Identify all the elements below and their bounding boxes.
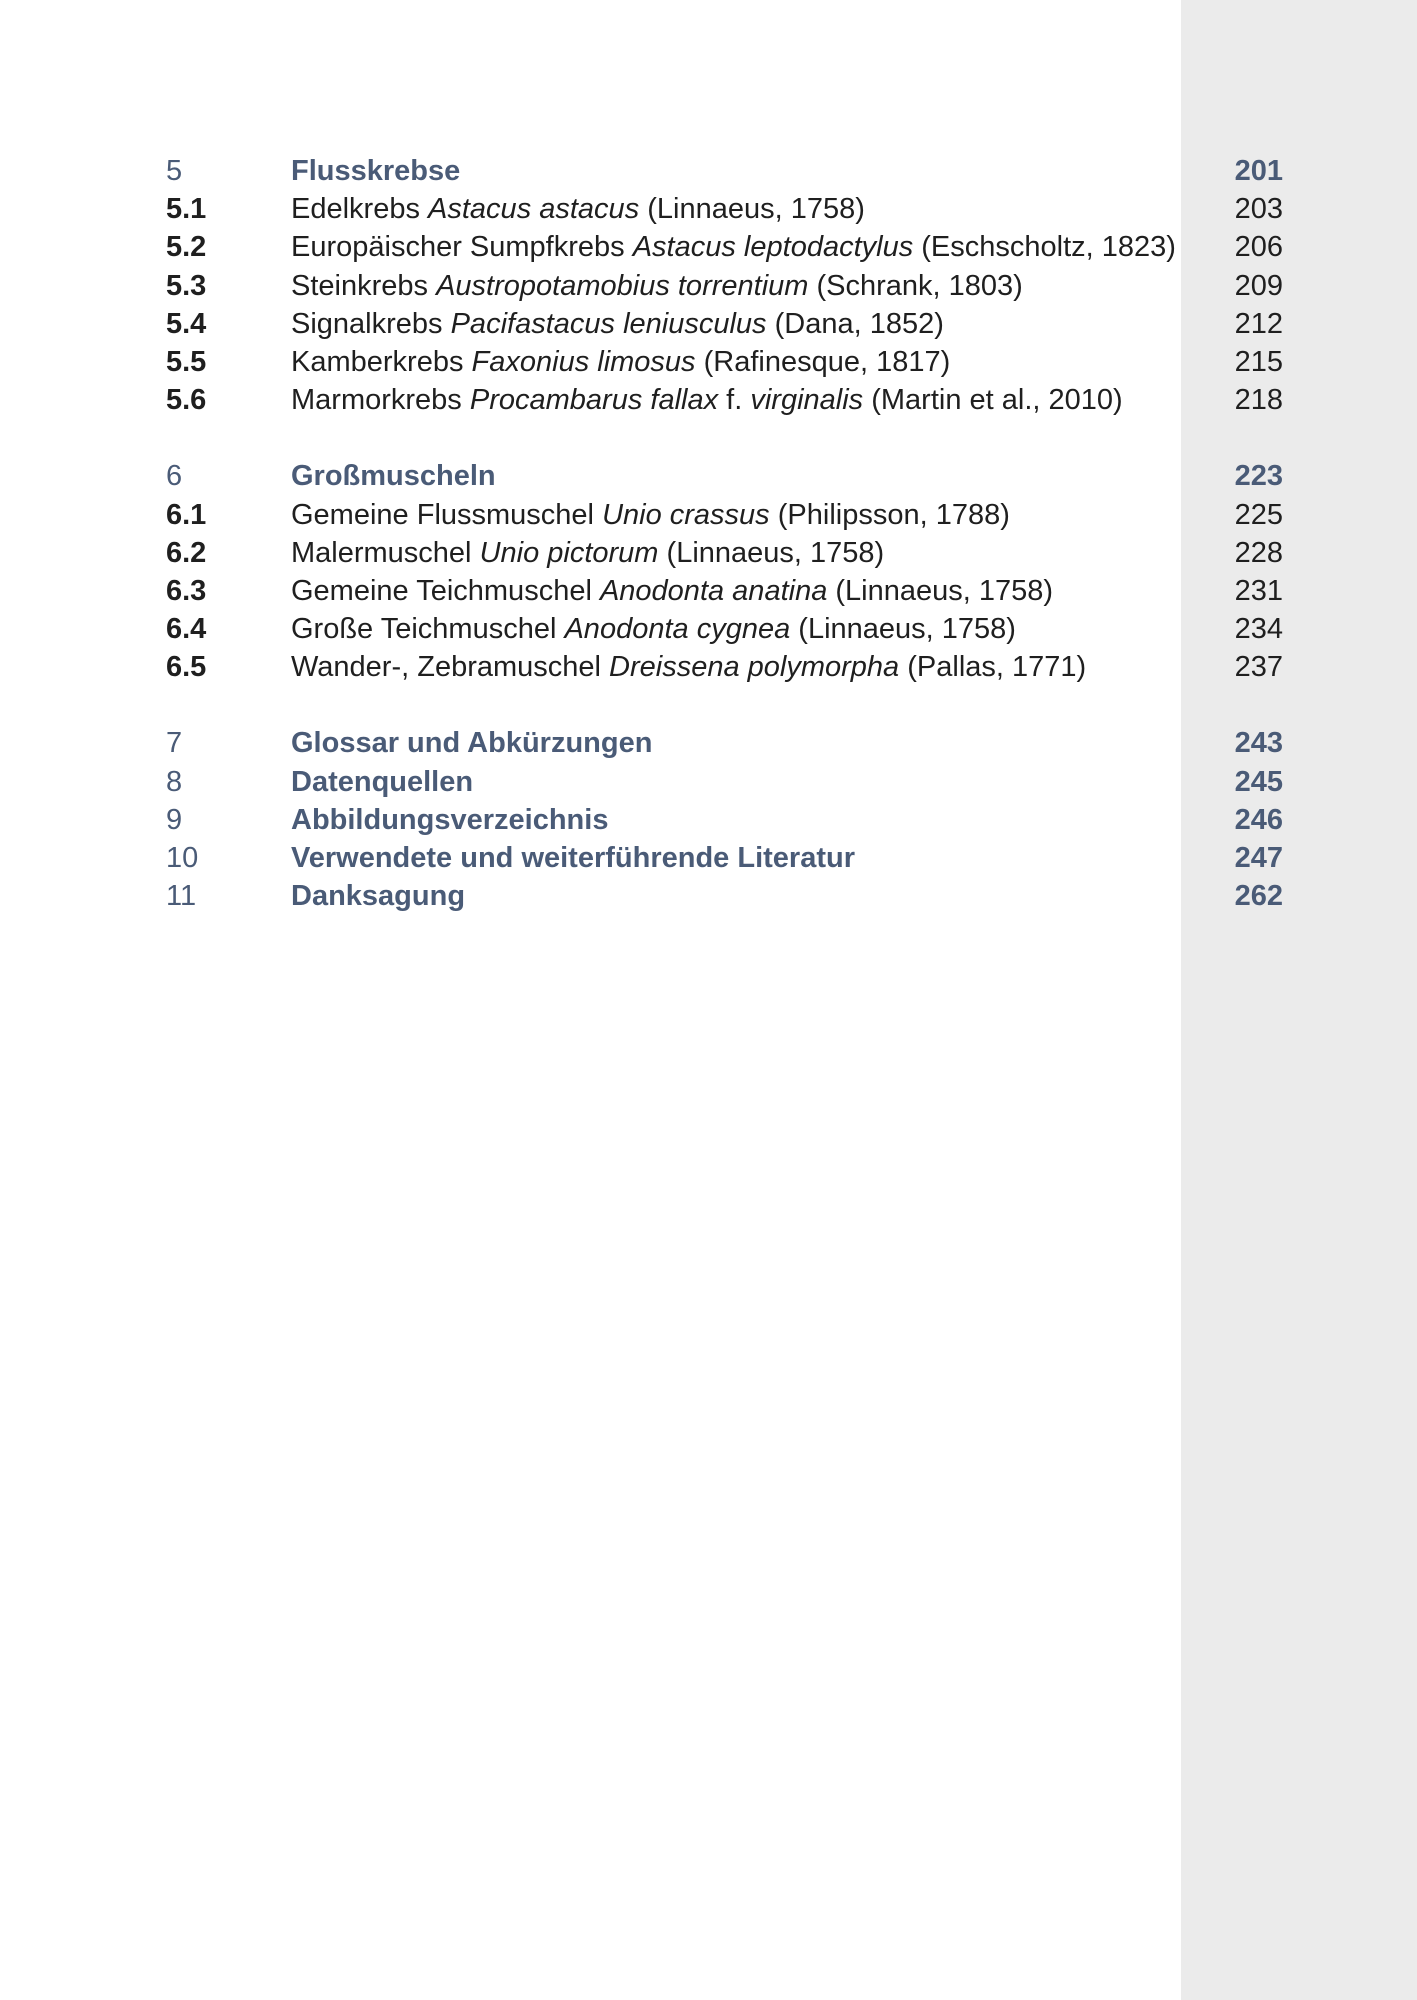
- scientific-name: Unio pictorum: [479, 536, 659, 569]
- taxon-form-marker: f.: [726, 384, 743, 417]
- toc-number: 6.4: [166, 613, 207, 646]
- author-year: (Linnaeus, 1758): [798, 613, 1016, 646]
- toc-title: [291, 228, 1213, 266]
- common-name: Edelkrebs: [291, 193, 420, 226]
- toc-page: 237: [1234, 651, 1283, 684]
- toc-number: 9: [166, 803, 183, 836]
- toc-page: 212: [1234, 307, 1283, 340]
- common-name: Wander-, Zebramuschel: [291, 651, 601, 684]
- toc-title: [291, 648, 1213, 686]
- scientific-name: Procambarus fallax: [469, 384, 719, 417]
- scientific-name: Pacifastacus leniusculus: [450, 307, 767, 340]
- toc-number: 8: [166, 765, 183, 798]
- toc-page: 218: [1234, 384, 1283, 417]
- scientific-name: Astacus astacus: [428, 193, 640, 226]
- toc-page: 245: [1234, 765, 1283, 798]
- toc-number: 6.1: [166, 498, 207, 531]
- toc-number: 5: [166, 155, 183, 187]
- toc-title: Datenquellen: [291, 765, 474, 798]
- toc-number: 10: [166, 842, 199, 874]
- toc-group-back-matter: [166, 724, 1283, 915]
- scientific-name: Anodonta cygnea: [564, 613, 791, 646]
- toc-number: 5.4: [166, 307, 207, 340]
- toc-entry-5-6[interactable]: [166, 381, 1283, 419]
- toc-title: [291, 190, 1213, 228]
- toc-title: Danksagung: [291, 880, 466, 913]
- common-name: Kamberkrebs: [291, 345, 464, 378]
- table-of-contents: [166, 152, 1283, 953]
- toc-page: 209: [1234, 269, 1283, 302]
- toc-page: 243: [1234, 727, 1283, 760]
- author-year: (Martin et al., 2010): [871, 384, 1123, 417]
- toc-page: 231: [1234, 574, 1283, 607]
- author-year: (Dana, 1852): [774, 307, 944, 340]
- toc-title: [291, 305, 1213, 343]
- toc-title: [291, 343, 1213, 381]
- common-name: Marmorkrebs: [291, 384, 462, 417]
- toc-entry-5-2[interactable]: [166, 228, 1283, 266]
- toc-page: 203: [1234, 193, 1283, 226]
- toc-entry-5-1[interactable]: [166, 190, 1283, 228]
- toc-number: 5.5: [166, 345, 207, 378]
- toc-chapter-5[interactable]: [166, 152, 1283, 190]
- author-year: (Pallas, 1771): [907, 651, 1087, 684]
- toc-number: 7: [166, 727, 183, 760]
- scientific-name: Faxonius limosus: [471, 345, 696, 378]
- author-year: (Linnaeus, 1758): [835, 574, 1054, 607]
- common-name: Große Teichmuschel: [291, 613, 557, 646]
- toc-page: 215: [1234, 345, 1283, 378]
- toc-chapter-9[interactable]: [166, 801, 1283, 839]
- toc-entry-5-5[interactable]: [166, 343, 1283, 381]
- toc-title: [291, 534, 1213, 572]
- toc-group-grossmuscheln: [166, 457, 1283, 686]
- toc-entry-5-3[interactable]: [166, 267, 1283, 305]
- toc-entry-6-3[interactable]: [166, 572, 1283, 610]
- toc-chapter-8[interactable]: [166, 763, 1283, 801]
- toc-number: 5.2: [166, 231, 207, 264]
- toc-entry-6-1[interactable]: [166, 496, 1283, 534]
- toc-group-flusskrebse: [166, 152, 1283, 419]
- toc-number: 6.5: [166, 651, 207, 684]
- toc-page: 262: [1234, 880, 1283, 913]
- author-year: (Eschscholtz, 1823): [921, 231, 1176, 264]
- toc-title: [291, 572, 1213, 610]
- toc-entry-6-2[interactable]: [166, 534, 1283, 572]
- common-name: Europäischer Sumpfkrebs: [291, 231, 625, 264]
- common-name: Gemeine Teichmuschel: [291, 574, 592, 607]
- scientific-name: Unio crassus: [602, 498, 770, 531]
- toc-number: 5.1: [166, 193, 207, 226]
- toc-number: 6: [166, 460, 183, 493]
- toc-number: 6.3: [166, 574, 207, 607]
- common-name: Gemeine Flussmuschel: [291, 498, 594, 531]
- toc-page: 247: [1234, 842, 1283, 874]
- scientific-name: Austropotamobius torrentium: [436, 269, 809, 302]
- toc-page: 201: [1234, 155, 1283, 187]
- toc-page: 225: [1234, 498, 1283, 531]
- toc-chapter-10[interactable]: [166, 839, 1283, 877]
- toc-number: 11: [166, 880, 197, 913]
- toc-page: 228: [1234, 536, 1283, 569]
- toc-entry-6-4[interactable]: [166, 610, 1283, 648]
- author-year: (Linnaeus, 1758): [666, 536, 885, 569]
- toc-title: [291, 610, 1213, 648]
- toc-title: [291, 496, 1213, 534]
- author-year: (Linnaeus, 1758): [647, 193, 865, 226]
- scientific-name: Anodonta anatina: [599, 574, 828, 607]
- toc-page: 234: [1234, 613, 1283, 646]
- scientific-name: Dreissena polymorpha: [609, 651, 900, 684]
- toc-title: [291, 381, 1213, 419]
- toc-chapter-6[interactable]: [166, 457, 1283, 495]
- common-name: Malermuschel: [291, 536, 472, 569]
- toc-chapter-11[interactable]: [166, 877, 1283, 915]
- author-year: (Philipsson, 1788): [777, 498, 1010, 531]
- scientific-name: Astacus leptodactylus: [632, 231, 914, 264]
- common-name: Signalkrebs: [291, 307, 443, 340]
- author-year: (Schrank, 1803): [816, 269, 1023, 302]
- toc-number: 5.3: [166, 269, 207, 302]
- toc-title: Abbildungsverzeichnis: [291, 803, 609, 836]
- toc-page: 223: [1234, 460, 1283, 493]
- author-year: (Rafinesque, 1817): [703, 345, 951, 378]
- toc-title: Großmuscheln: [291, 460, 496, 493]
- toc-chapter-7[interactable]: [166, 724, 1283, 762]
- toc-page: 246: [1234, 803, 1283, 836]
- common-name: Steinkrebs: [291, 269, 429, 302]
- toc-entry-5-4[interactable]: [166, 305, 1283, 343]
- toc-title: Glossar und Abkürzungen: [291, 727, 653, 760]
- toc-entry-6-5[interactable]: [166, 648, 1283, 686]
- scientific-name-form: virginalis: [750, 384, 864, 417]
- toc-page: 206: [1234, 231, 1283, 264]
- toc-title: Flusskrebse: [291, 155, 461, 187]
- toc-title: [291, 267, 1213, 305]
- toc-title: Verwendete und weiterführende Literatur: [291, 842, 855, 874]
- toc-number: 6.2: [166, 536, 207, 569]
- toc-number: 5.6: [166, 384, 207, 417]
